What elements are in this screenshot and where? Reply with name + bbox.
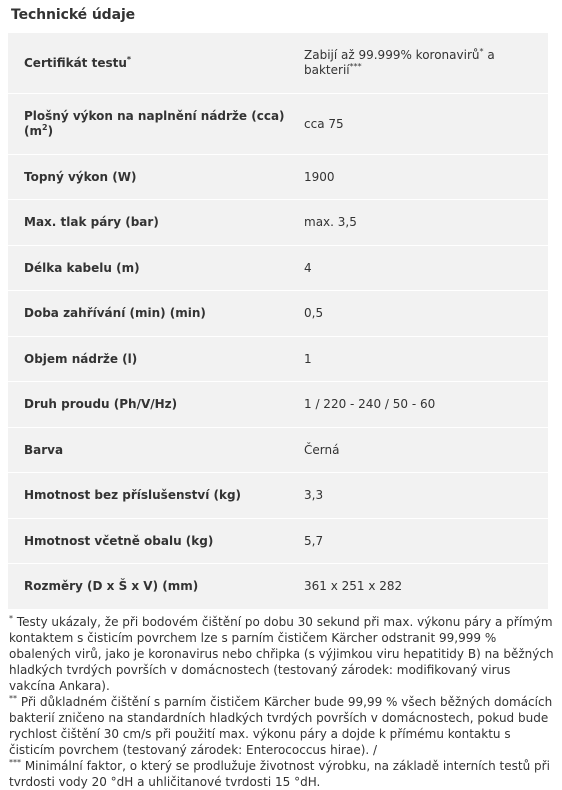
- table-row: [8, 473, 548, 519]
- table-row: [8, 382, 548, 428]
- table-row: [8, 428, 548, 473]
- section-title: Technické údaje: [11, 7, 136, 23]
- table-row: [8, 155, 548, 200]
- footnotes: [9, 614, 554, 790]
- spec-value: max. 3,5: [304, 200, 548, 246]
- spec-label: Plošný výkon na naplnění nádrže (cca) $(m^2)$: [8, 94, 304, 155]
- spec-value: 1900: [304, 155, 548, 200]
- spec-label: Barva: [8, 428, 304, 473]
- spec-label: Hmotnost včetně obalu (kg): [8, 519, 304, 564]
- table-row: [8, 337, 548, 382]
- spec-label: Rozměry (D x Š x V) (mm): [24, 579, 199, 593]
- spec-value: 4: [304, 246, 548, 291]
- spec-table: [8, 33, 548, 609]
- table-row: [8, 94, 548, 155]
- table-row: [8, 33, 548, 94]
- spec-label: Hmotnost bez příslušenství (kg): [8, 473, 304, 519]
- spec-value: 1 / 220 - 240 / 50 - 60: [304, 382, 548, 428]
- spec-value: 5,7: [304, 519, 548, 564]
- spec-label: Objem nádrže (l): [8, 337, 304, 382]
- spec-value: 1: [304, 337, 548, 382]
- spec-label: Certifikát testu*: [8, 33, 304, 94]
- spec-value: Zabijí až 99.999% koronavirů* a bakterií***: [304, 33, 548, 94]
- footnote: *** Minimální faktor, o který se prodlužuje životnost výrobku, na základě interních testů při tvrdosti vody 20 °dH a uhličitanové tvrdosti 15 °dH.: [9, 758, 550, 789]
- spec-label: Topný výkon (W): [8, 155, 304, 200]
- spec-value: Černá: [304, 428, 548, 473]
- table-row: [8, 519, 548, 564]
- spec-label: Doba zahřívání (min) (min): [8, 291, 304, 337]
- spec-label: Druh proudu (Ph/V/Hz): [8, 382, 304, 428]
- table-row: [8, 291, 548, 337]
- table-row: [8, 564, 548, 610]
- spec-label: Max. tlak páry (bar): [8, 200, 304, 246]
- spec-value: cca 75: [304, 94, 548, 155]
- table-row: [8, 200, 548, 246]
- spec-value: 3,3: [304, 473, 548, 519]
- spec-label: Délka kabelu (m): [8, 246, 304, 291]
- footnote: * Testy ukázaly, že při bodovém čištění po dobu 30 sekund při max. výkonu páry a přímým kontaktem s čisticím povrchem lze s parním čističem Kärcher odstranit 99,999 % obalených virů, jako je koronavirus nebo chřipka (s výjimkou viru hepatitidy B) na běžných hladkých tvrdých površích v domácnostech (testovaný zárodek: modifikovaný virus vakcína Ankara).: [9, 614, 554, 693]
- footnote: ** Při důkladném čištění s parním čističem Kärcher bude 99,99 % všech běžných domácích bakterií zničeno na standardních hladkých tvrdých površích v domácnostech, pokud bude rychlost čištění 30 cm/s při použití max. výkonu páry a dojde k přímému kontaktu s čisticím povrchem (testovaný zárodek: Enterococcus hirae). /: [9, 694, 553, 757]
- spec-value: 0,5: [304, 291, 548, 337]
- spec-value: 361 x 251 x 282: [304, 579, 403, 593]
- table-row: [8, 246, 548, 291]
